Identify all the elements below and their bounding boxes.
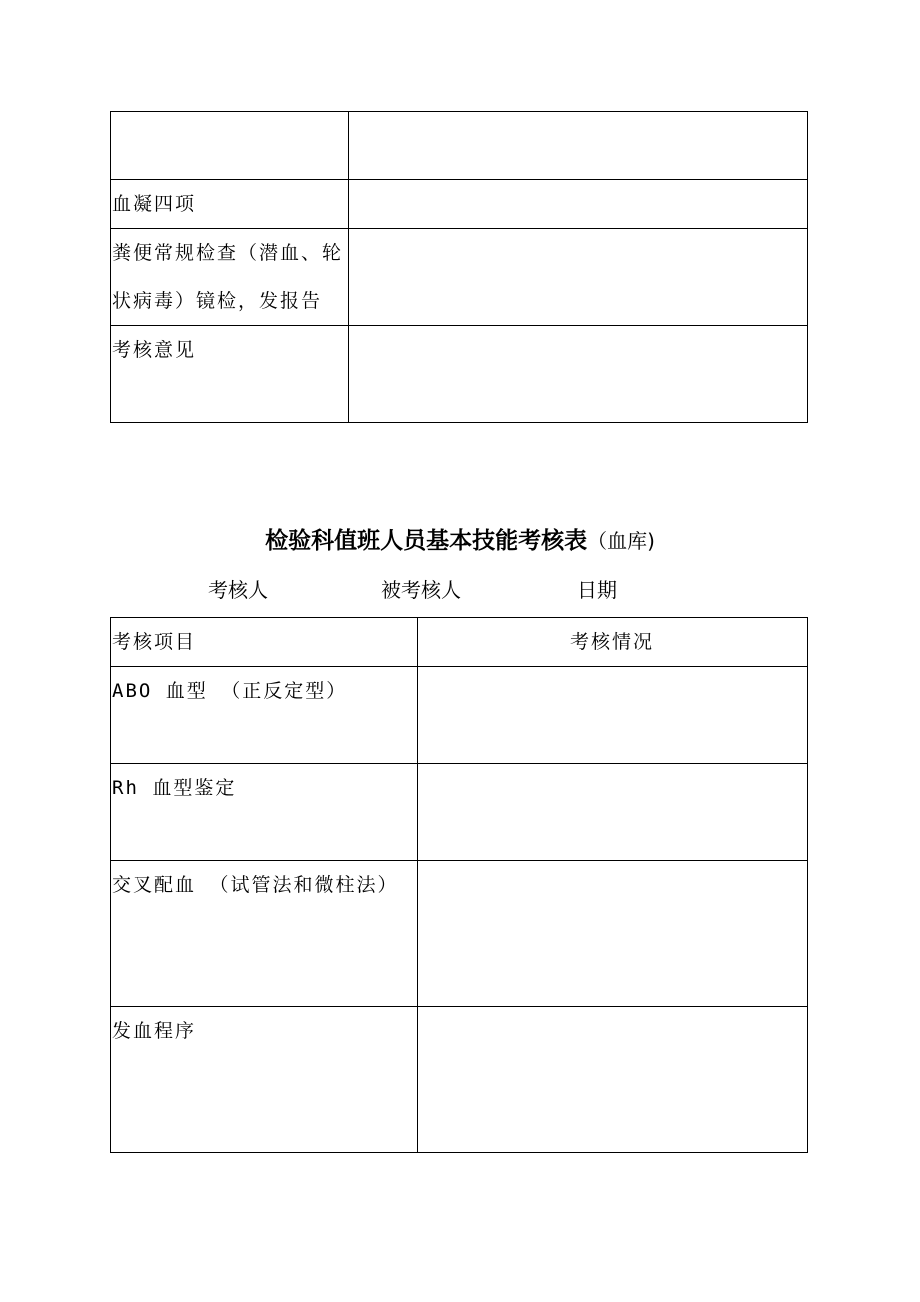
item-cell: Rh 血型鉴定 [111,764,418,861]
form-title-main: 检验科值班人员基本技能考核表 [265,528,588,554]
item-cell: 血凝四项 [111,180,349,229]
table-row [111,326,808,423]
table-row [111,764,808,861]
header-assessment-cell: 考核情况 [418,618,808,667]
table-row [111,229,808,326]
header-item-cell: 考核项目 [111,618,418,667]
item-cell: 发血程序 [111,1007,418,1153]
table-row [111,667,808,764]
form-title [0,522,920,555]
table-header-row [111,618,808,667]
blood-bank-assessment-table [110,617,808,1153]
assessment-cell[interactable] [418,667,808,764]
table-row [111,112,808,180]
item-line-2: 状病毒）镜检，发报告 [112,290,323,312]
assessment-cell[interactable] [418,861,808,1007]
form-title-suffix: （血库) [587,529,655,553]
item-cell [111,112,349,180]
table-row [111,861,808,1007]
table-row [111,1007,808,1153]
item-cell [111,229,349,326]
assessment-cell[interactable] [349,180,808,229]
item-cell: 交叉配血 （试管法和微柱法） [111,861,418,1007]
assessment-cell[interactable] [349,229,808,326]
table-row [111,180,808,229]
item-line-1: 粪便常规检查（潜血、轮 [112,242,344,264]
examiner-label: 考核人 [208,578,268,602]
item-cell: ABO 血型 （正反定型） [111,667,418,764]
assessment-cell[interactable] [418,1007,808,1153]
assessment-cell[interactable] [418,764,808,861]
assessment-cell[interactable] [349,326,808,423]
examinee-label: 被考核人 [381,578,461,602]
date-label: 日期 [577,578,617,602]
item-cell: 考核意见 [111,326,349,423]
top-assessment-table [110,111,808,423]
assessment-cell[interactable] [349,112,808,180]
